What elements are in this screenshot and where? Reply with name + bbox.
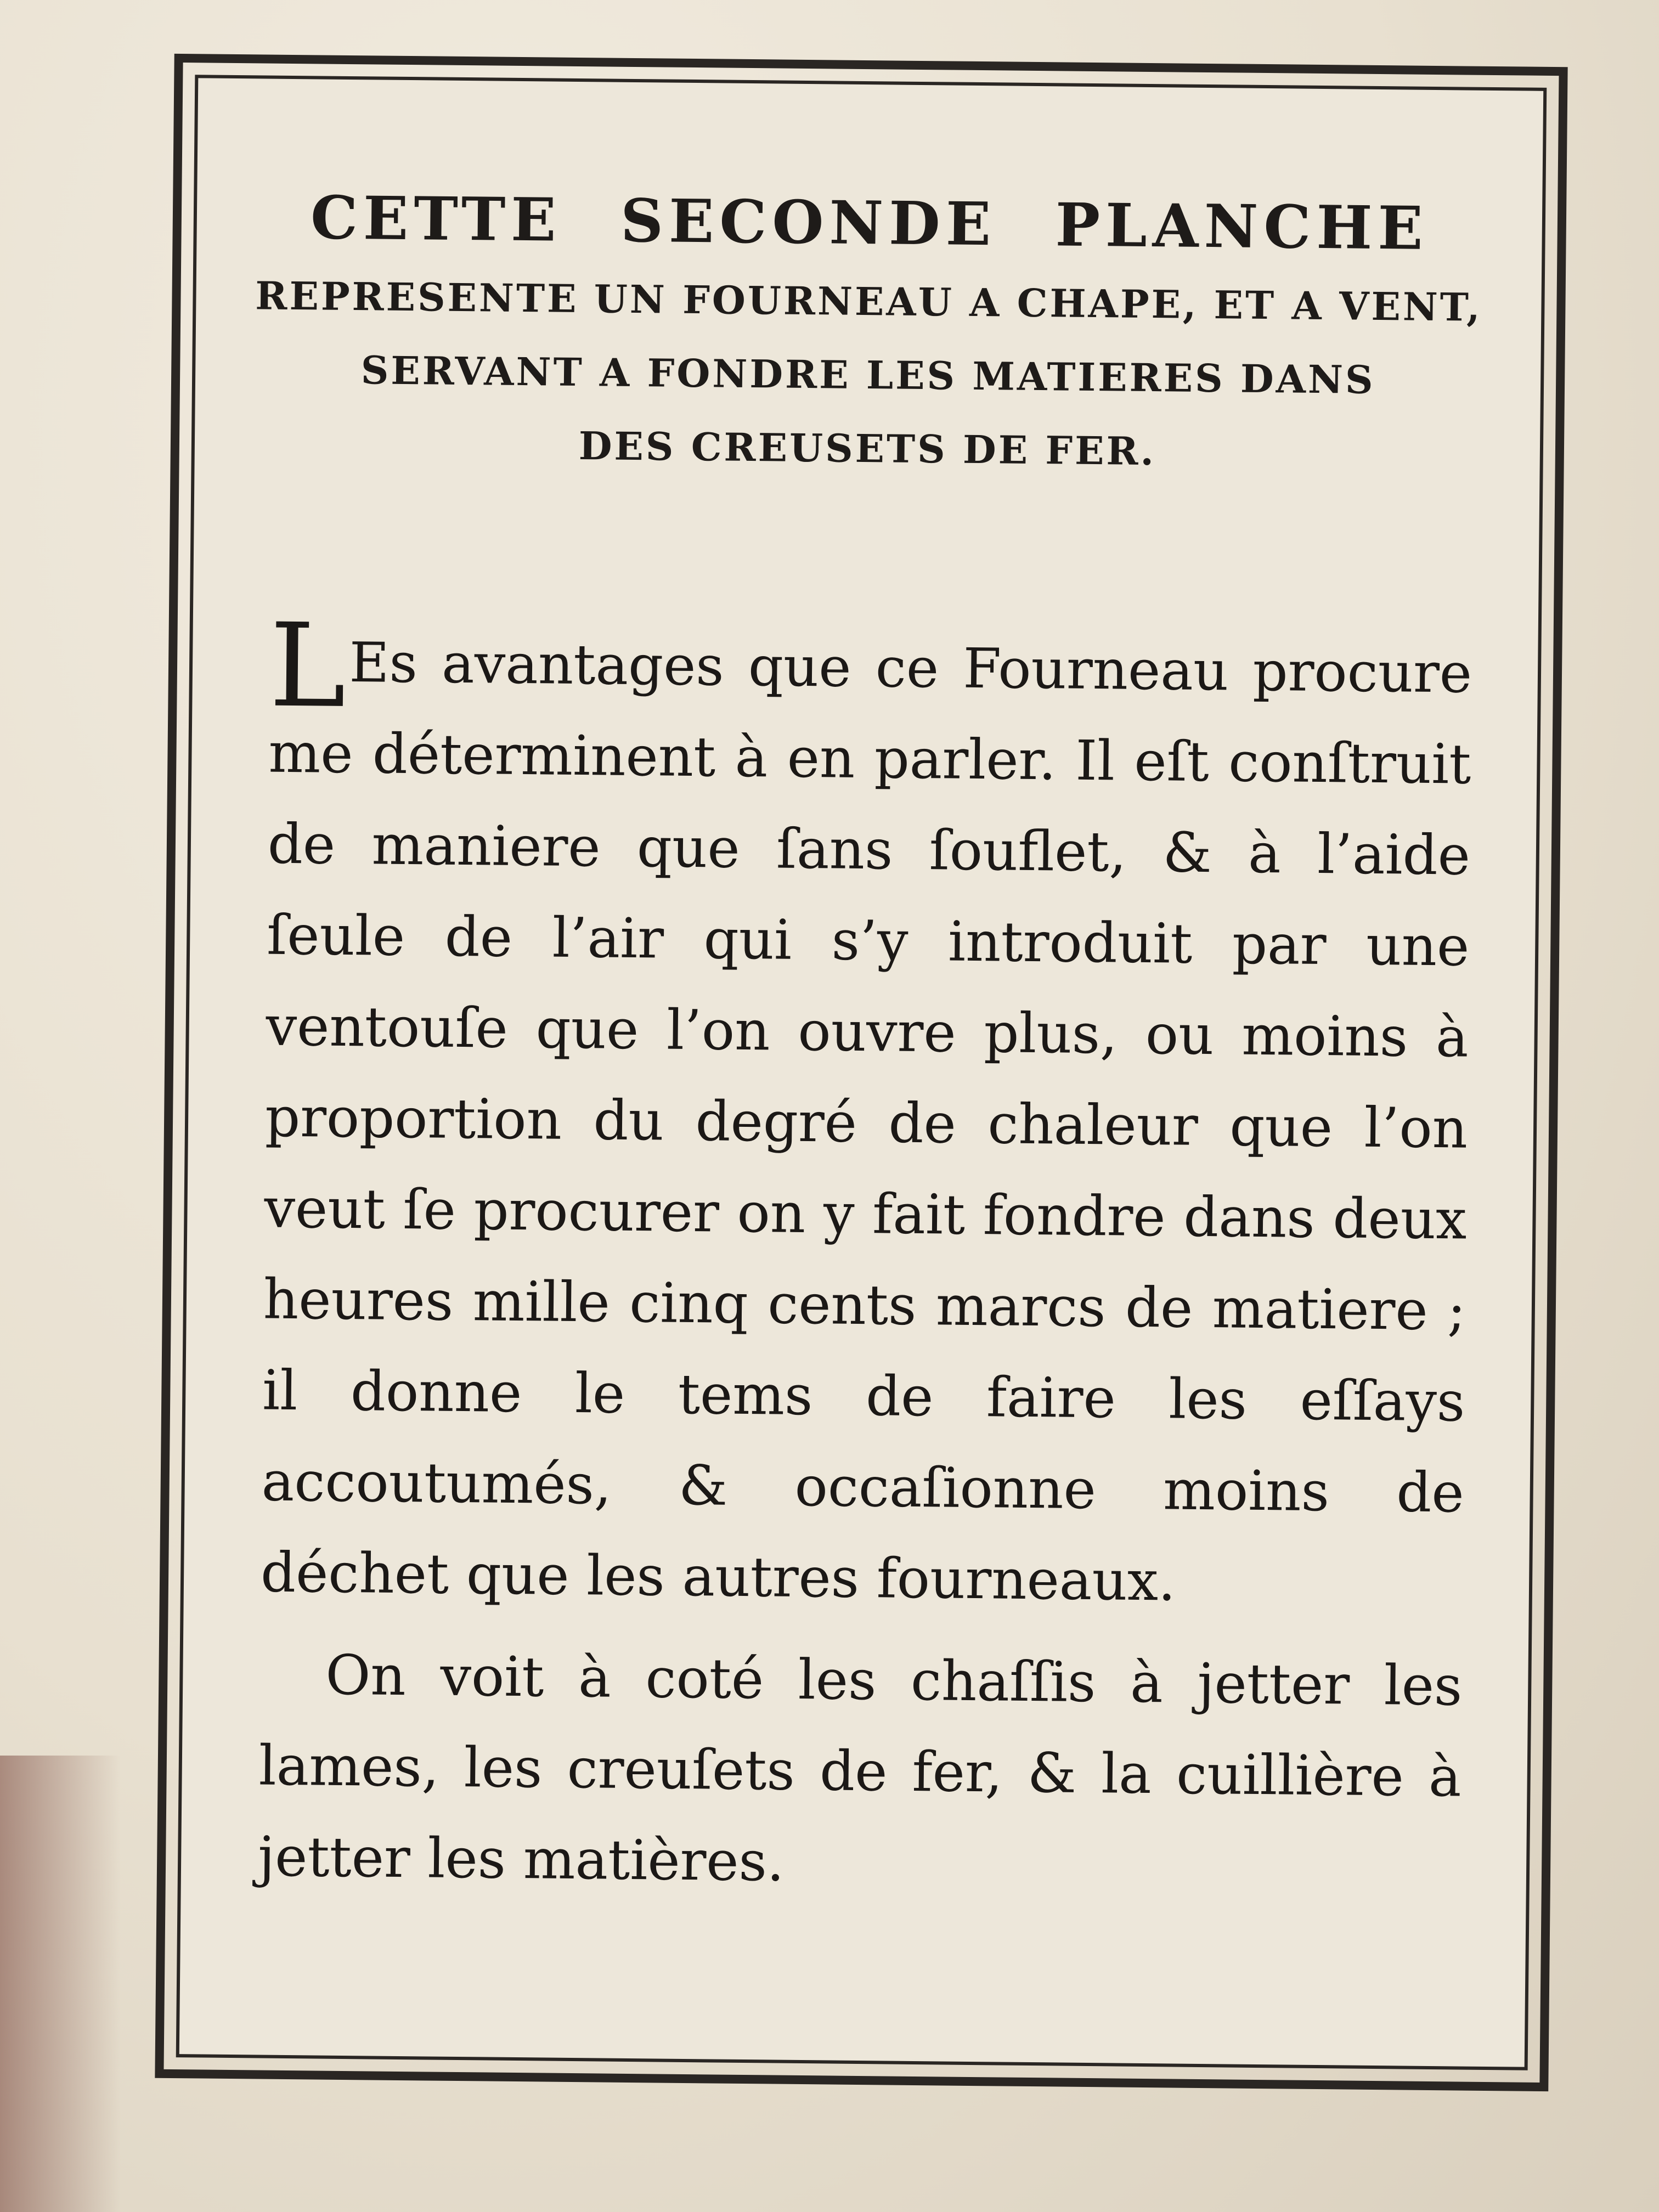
- drop-cap: L: [268, 598, 347, 733]
- body-text: [257, 598, 1472, 1914]
- plate-heading: [194, 182, 1542, 496]
- heading-line-2: SERVANT A FONDRE LES MATIERES DANS: [360, 347, 1375, 403]
- page-border-inner: [176, 75, 1547, 2070]
- finger-shadow: [0, 1756, 121, 2212]
- heading-title: CETTE SECONDE PLANCHE: [310, 183, 1429, 263]
- heading-line-1: REPRESENTE UN FOURNEAU A CHAPE, ET A VENT,: [255, 273, 1482, 330]
- page-border-outer: [155, 54, 1567, 2091]
- heading-line-3: DES CREUSETS DE FER.: [578, 423, 1156, 475]
- paragraph-1-text: Es avantages que ce Fourneau procure me déterminent à en parler. Il eſt conſtruit de maniere que ſans ſouflet, & à l’aide ſeule de l’air qui s’y introduit par une ventouſe que l’on ouvre plus, ou moins à proportion du degré de chaleur que l’on veut ſe procurer on y fait fondre dans deux heures mille cinq cents marcs de matiere ; il donne le tems de faire les eſſays accoutumés, & occaſionne moins de déchet que les autres fourneaux.: [260, 630, 1472, 1613]
- paragraph-2: On voit à coté les chaſſis à jetter les lames, les creuſets de fer, & la cuillière à jetter les matières.: [257, 1643, 1463, 1894]
- paragraph-1: [260, 598, 1472, 1630]
